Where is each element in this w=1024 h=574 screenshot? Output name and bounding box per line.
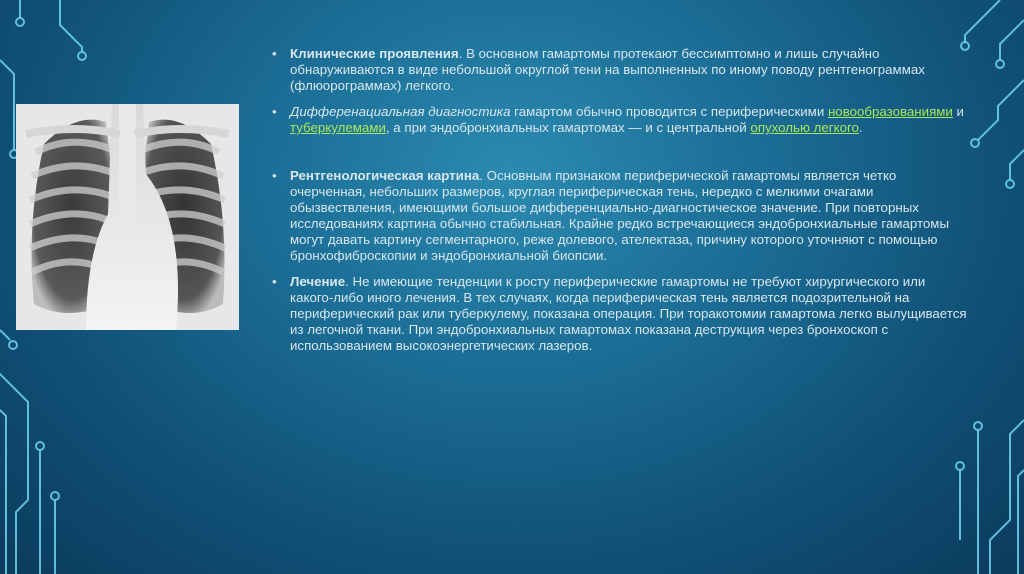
radiology-title: Рентгенологическая картина xyxy=(290,168,480,183)
clinical-text: . В основном гамартомы протекают бессимптомно и лишь случайно обнаруживаются в виде небольшой округлой тени на выполненных по иному поводу рентгенограммах (флюорограммах) легкого. xyxy=(290,46,925,93)
slide-text xyxy=(272,46,972,354)
differential-text-4: . xyxy=(858,120,863,135)
bullet-marker: • xyxy=(272,168,277,183)
treatment-text: . Не имеющие тенденции к росту периферические гамартомы не требуют хирургического или какого-либо иного лечения. В тех случаях, когда периферическая тень является подозрительной на периферический рак или туберкулему, показана операция. При торакотомии гамартома легко вылущивается из легочной ткани. При эндобронхиальных гамартомах показана деструкция через бронхоскоп с использованием высокоэнергетических лазеров. xyxy=(290,274,967,353)
bullet-marker: • xyxy=(272,104,277,119)
bullet-marker: • xyxy=(272,274,277,289)
differential-text-3: , а при эндобронхиальных гамартомах — и с центральной xyxy=(385,120,751,135)
link-neoplasms[interactable]: новообразованиями xyxy=(827,104,953,119)
bullet-clinical xyxy=(272,46,972,94)
link-lung-tumor[interactable]: опухолью легкого xyxy=(750,120,859,135)
radiology-text: . Основным признаком периферической гамартомы является четко очерченная, небольших размеров, круглая периферическая тень, нередко с мелкими очагами обызвествления, имеющими большое дифференциально-диагностическое значение. При повторных исследованиях картина обычно стабильная. Крайне редко встречающиеся эндобронхиальные гамартомы могут давать картину сегментарного, реже долевого, ателектаза, причину которого уточняют с помощью бронхофиброскопии и эндобронхиальной биопсии. xyxy=(290,168,950,263)
differential-text-2: и xyxy=(952,104,964,119)
treatment-title: Лечение xyxy=(290,274,346,289)
link-tuberculomas[interactable]: туберкулемами xyxy=(290,120,386,135)
bullet-treatment xyxy=(272,274,972,354)
bullet-marker: • xyxy=(272,46,277,61)
differential-text-1: гамартом обычно проводится с периферическими xyxy=(510,104,828,119)
bullet-radiology xyxy=(272,168,972,264)
bullet-differential xyxy=(272,104,972,136)
chest-xray-image xyxy=(16,104,239,330)
differential-title: Дифференациальная диагностика xyxy=(290,104,511,119)
clinical-title: Клинические проявления xyxy=(290,46,459,61)
